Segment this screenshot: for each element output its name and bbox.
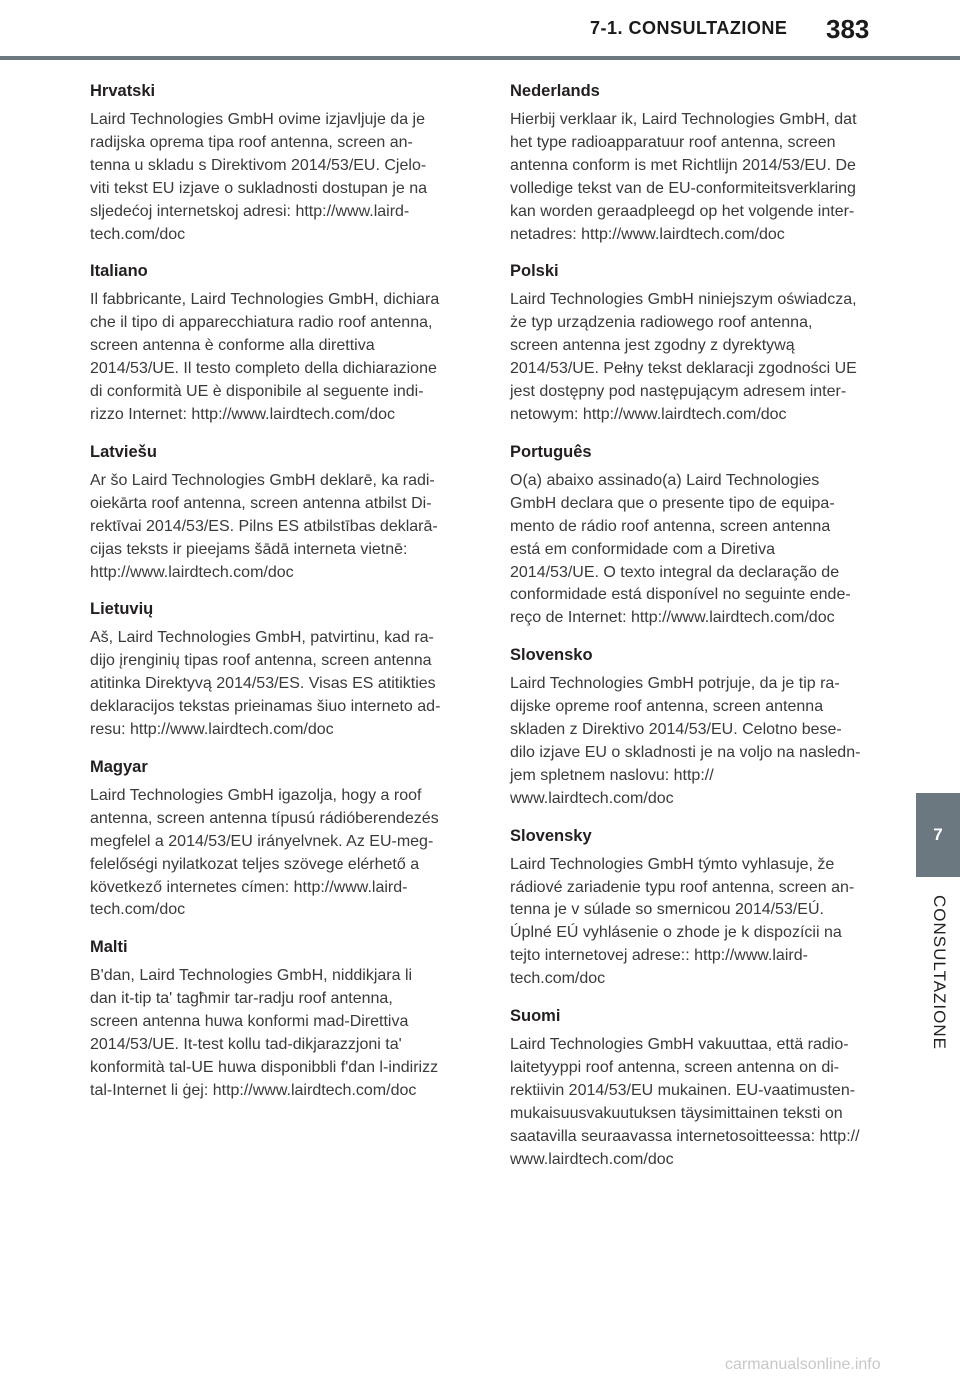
section-heading: Polski [510, 262, 559, 281]
section-slovensko [510, 644, 880, 810]
section-portugues [510, 441, 880, 630]
section-body: Aš, Laird Technologies GmbH, patvirtinu, kad ra- dijo įrenginių tipas roof antenna, screen antenna atitinka Direktyvą 2014/53/ES. Visas ES atitikties deklaracijos tekstas prieinamas šiuo interneto ad- resu: http://www.lairdtech.com/doc [90, 629, 441, 739]
section-hrvatski [90, 80, 468, 246]
section-magyar [90, 756, 468, 922]
section-heading: Slovensko [510, 646, 593, 665]
section-heading: Magyar [90, 757, 148, 776]
chapter-title: 7-1. CONSULTAZIONE [590, 18, 788, 38]
section-heading: Hrvatski [90, 82, 156, 100]
section-heading: Latviešu [90, 442, 157, 461]
section-heading: Slovensky [510, 826, 592, 845]
section-body: Laird Technologies GmbH potrjuje, da je tip ra- dijske opreme roof antenna, screen antenna skladen z Direktivo 2014/53/EU. Celotno bese- dilo izjave EU o skladnosti je na voljo na nasledn- jem spletnem naslovu: http:// www.lairdtech.com/doc [510, 675, 861, 807]
section-body: Laird Technologies GmbH igazolja, hogy a roof antenna, screen antenna típusú rádióberendezés megfelel a 2014/53/EU irányelvnek. Az EU-meg- felelőségi nyilatkozat teljes szövege elérhető a következő internetes címen: http://www.laird- tech.com/doc [90, 786, 439, 919]
section-body: Laird Technologies GmbH ovime izjavljuje da je radijska oprema tipa roof antenna, screen an- tenna u skladu s Direktivom 2014/53/EU. Cjelo- viti tekst EU izjave o sukladnosti dostupan je na sljedećoj internetskoj adresi: http://www.laird- tech.com/doc [90, 111, 428, 243]
section-body: O(a) abaixo assinado(a) Laird Technologies GmbH declara que o presente tipo de equipa- mento de rádio roof antenna, screen antenna está em conformidade com a Diretiva 2014/53/UE. O texto integral da declaração de conformidade está disponível no seguinte ende- reço de Internet: http://www.lairdtech.com/doc [510, 471, 851, 627]
section-body: Laird Technologies GmbH niniejszym oświadcza, że typ urządzenia radiowego roof antenna, screen antenna jest zgodny z dyrektywą 2014/53/UE. Pełny tekst deklaracji zgodności UE jest dostępny pod następującym adresem inter- netowym: http://www.lairdtech.com/doc [510, 291, 857, 423]
section-heading: Suomi [510, 1007, 561, 1026]
section-heading: Nederlands [510, 82, 600, 100]
chapter-side-label: CONSULTAZIONE [930, 895, 949, 1050]
left-column [90, 80, 468, 1117]
section-nederlands [510, 80, 880, 246]
section-body: Laird Technologies GmbH týmto vyhlasuje, že rádiové zariadenie typu roof antenna, screen an- tenna je v súlade so smernicou 2014/53/EÚ. Úplné EÚ vyhlásenie o zhode je k dispozícii na tejto internetovej adrese:: http://www.laird- tech.com/doc [510, 855, 855, 988]
section-suomi [510, 1005, 880, 1171]
right-column [510, 80, 880, 1186]
section-slovensky [510, 825, 880, 991]
section-heading: Malti [90, 938, 128, 957]
chapter-tab-number: 7 [933, 825, 943, 844]
section-lietuviu [90, 598, 468, 742]
section-body: Ar šo Laird Technologies GmbH deklarē, ka radi- oiekārta roof antenna, screen antenna atbilst Di- rektīvai 2014/53/ES. Pilns ES atbilstības deklarā- cijas teksts ir pieejams šādā interneta vietnē: http://www.lairdtech.com/doc [90, 471, 438, 581]
section-heading: Lietuvių [90, 600, 154, 619]
section-malti [90, 936, 468, 1102]
page-number: 383 [826, 14, 870, 44]
section-body: Hierbij verklaar ik, Laird Technologies GmbH, dat het type radioapparatuur roof antenna, screen antenna conform is met Richtlijn 2014/53/EU. De volledige tekst van de EU-conformiteitsverklaring kan worden geraadpleegd op het volgende inter- netadres: http://www.lairdtech.com/doc [510, 111, 857, 243]
section-body: Il fabbricante, Laird Technologies GmbH, dichiara che il tipo di apparecchiatura radio roof antenna, screen antenna è conforme alla direttiva 2014/53/UE. Il testo completo della dichiarazione di conformità UE è disponibile al seguente indi- rizzo Internet: http://www.lairdtech.com/doc [90, 291, 440, 423]
chapter-tab [916, 793, 960, 877]
watermark: carmanualsonline.info [725, 1356, 881, 1373]
section-polski [510, 260, 880, 426]
section-italiano [90, 260, 468, 426]
section-body: B'dan, Laird Technologies GmbH, niddikjara li dan it-tip ta' tagħmir tar-radju roof antenna, screen antenna huwa konformi mad-Direttiva 2014/53/UE. It-test kollu tad-dikjarazzjoni ta' konformità tal-UE huwa disponibbli f'dan l-indirizz tal-Internet li ġej: http://www.lairdtech.com/doc [90, 967, 439, 1099]
section-heading: Italiano [90, 262, 148, 281]
section-heading: Português [510, 442, 592, 461]
header-divider [0, 56, 960, 60]
section-latviesu [90, 441, 468, 585]
section-body: Laird Technologies GmbH vakuuttaa, että radio- laitetyyppi roof antenna, screen antenna on di- rektiivin 2014/53/EU mukainen. EU-vaatimusten- mukaisuusvakuutuksen täysimittainen teksti on saatavilla seuraavassa internetosoitteessa: http:// www.lairdtech.com/doc [510, 1036, 860, 1168]
